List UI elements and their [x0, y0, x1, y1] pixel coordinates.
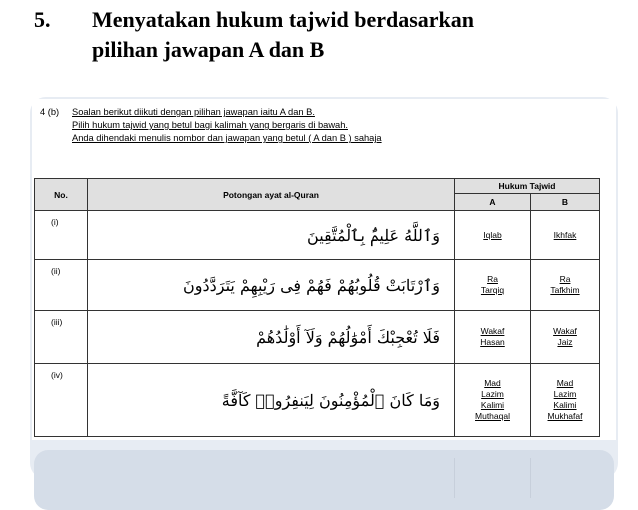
quran-verse: وَٱللَّهُ عَلِيمٌۢ بِٱلْمُتَّقِينَ: [88, 211, 455, 260]
slide-title-line-2: pilihan jawapan A dan B: [92, 37, 325, 62]
instruction-line: Pilih hukum tajwid yang betul bagi kalimah yang bergaris di bawah.: [72, 120, 348, 130]
option-text: Tafkhim: [550, 285, 580, 295]
option-text: Lazim: [553, 389, 577, 399]
row-number: (ii): [35, 260, 88, 311]
option-b: [531, 364, 600, 437]
option-text: Tarqiq: [480, 285, 505, 295]
option-text: Muthaqal: [475, 411, 510, 421]
instruction-line: Anda dihendaki menulis nombor dan jawapan yang betul ( A dan B ) sahaja: [72, 133, 382, 143]
table-row: [35, 311, 600, 364]
option-text: Ra: [487, 274, 498, 284]
option-a: [455, 311, 531, 364]
row-number: (i): [35, 211, 88, 260]
option-a: [455, 364, 531, 437]
question-number: 4 (b): [40, 107, 60, 117]
option-text: Mukhafaf: [547, 411, 583, 421]
option-text: Mad: [556, 378, 574, 388]
quran-verse: وَمَا كَانَ ٱلْمُؤْمِنُونَ لِيَنفِرُوا۟ كَآفَّةً: [88, 364, 455, 437]
option-text: Jaiz: [557, 337, 573, 347]
table-row: [35, 260, 600, 311]
option-text: Ikhfak: [553, 229, 577, 240]
quran-verse: وَٱرْتَابَتْ قُلُوبُهُمْ فَهُمْ فِى رَيْبِهِمْ يَتَرَدَّدُونَ: [88, 260, 455, 311]
quran-verse: فَلَا تُعْجِبْكَ أَمْوَٰلُهُمْ وَلَآ أَوْلَٰدُهُمْ: [88, 311, 455, 364]
divider: [454, 458, 455, 498]
table-row: [35, 211, 600, 260]
option-text: Mad: [484, 378, 501, 388]
option-text: Kalimi: [553, 400, 577, 410]
row-number: (iv): [35, 364, 88, 437]
table-row: [35, 364, 600, 437]
slide-number: 5.: [34, 7, 51, 32]
option-b: [531, 211, 600, 260]
option-b: [531, 260, 600, 311]
document-panel-lower: [34, 450, 614, 510]
divider: [530, 458, 531, 498]
row-number: (iii): [35, 311, 88, 364]
instruction-line: Soalan berikut diikuti dengan pilihan jawapan iaitu A dan B.: [72, 107, 315, 117]
option-text: Wakaf: [553, 326, 577, 336]
header-no: No.: [35, 179, 88, 211]
option-a: [455, 211, 531, 260]
slide-title-line-1: Menyatakan hukum tajwid berdasarkan: [92, 7, 475, 32]
option-b: [531, 311, 600, 364]
header-hukum-tajwid: Hukum Tajwid: [455, 179, 600, 194]
option-text: Lazim: [481, 389, 504, 399]
header-ayat: Potongan ayat al-Quran: [88, 179, 455, 211]
option-text: Ra: [559, 274, 571, 284]
option-text: Iqlab: [483, 229, 502, 240]
option-a: [455, 260, 531, 311]
option-text: Wakaf: [480, 326, 505, 336]
header-b: B: [531, 194, 600, 211]
tajwid-table: [34, 178, 600, 437]
worksheet: [32, 99, 616, 440]
header-a: A: [455, 194, 531, 211]
option-text: Hasan: [480, 337, 505, 347]
option-text: Kalimi: [480, 400, 505, 410]
